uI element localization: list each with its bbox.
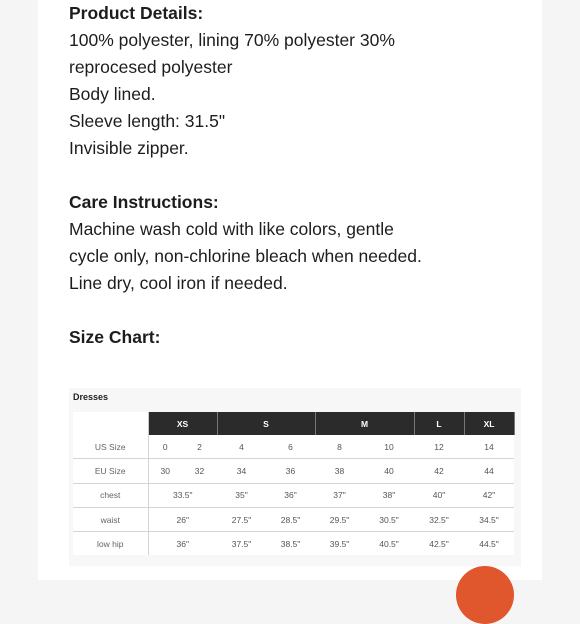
product-details-line: Sleeve length: 31.5" (69, 111, 226, 131)
table-cell: 37" (315, 483, 364, 507)
table-cell: 0 (148, 435, 182, 459)
table-cell: 33.5" (148, 483, 217, 507)
table-cell: 30 (148, 459, 182, 483)
product-details-line: Invisible zipper. (69, 138, 189, 158)
row-label-eu-size: EU Size (73, 459, 148, 483)
product-details-line: reprocesed polyester (69, 57, 233, 77)
table-cell: 30.5" (364, 507, 414, 531)
spacer (69, 297, 539, 324)
table-cell: 4 (217, 435, 266, 459)
size-header-xl: XL (464, 412, 514, 435)
size-header-m: M (315, 412, 414, 435)
table-cell: 26" (148, 507, 217, 531)
table-cell: 6 (266, 435, 315, 459)
table-cell: 36 (266, 459, 315, 483)
table-cell: 42" (464, 483, 514, 507)
size-chart-image (69, 388, 521, 566)
table-cell: 38 (315, 459, 364, 483)
table-cell: 35" (217, 483, 266, 507)
row-label-chest: chest (73, 483, 148, 507)
table-cell: 8 (315, 435, 364, 459)
row-label-low-hip: low hip (73, 532, 148, 556)
table-cell: 40.5" (364, 532, 414, 556)
table-cell: 40 (364, 459, 414, 483)
care-instructions-line: Line dry, cool iron if needed. (69, 273, 288, 293)
size-header-xs: XS (148, 412, 217, 435)
table-cell: 32.5" (414, 507, 464, 531)
table-cell: 27.5" (217, 507, 266, 531)
size-chart-title: Dresses (73, 392, 109, 402)
header-blank-cell (73, 412, 148, 435)
table-cell: 10 (364, 435, 414, 459)
floating-action-button[interactable] (456, 566, 514, 624)
size-chart-table (73, 412, 515, 555)
table-row (73, 507, 514, 531)
product-description (69, 0, 539, 351)
table-cell: 36" (266, 483, 315, 507)
table-cell: 44 (464, 459, 514, 483)
table-cell: 38" (364, 483, 414, 507)
product-details-line: 100% polyester, lining 70% polyester 30% (69, 30, 395, 50)
care-instructions-line: cycle only, non-chlorine bleach when needed. (69, 246, 422, 266)
table-cell: 38.5" (266, 532, 315, 556)
table-row (73, 459, 514, 483)
table-cell: 44.5" (464, 532, 514, 556)
product-details-heading: Product Details: (69, 3, 204, 23)
table-cell: 40" (414, 483, 464, 507)
table-cell: 34 (217, 459, 266, 483)
care-instructions-heading: Care Instructions: (69, 192, 219, 212)
table-cell: 14 (464, 435, 514, 459)
table-cell: 34.5" (464, 507, 514, 531)
table-row (73, 435, 514, 459)
spacer (69, 162, 539, 189)
table-row (73, 483, 514, 507)
row-label-us-size: US Size (73, 435, 148, 459)
table-cell: 37.5" (217, 532, 266, 556)
size-header-l: L (414, 412, 464, 435)
table-cell: 12 (414, 435, 464, 459)
size-chart-heading: Size Chart: (69, 327, 161, 347)
table-cell: 36" (148, 532, 217, 556)
product-details-line: Body lined. (69, 84, 156, 104)
size-header-row (73, 412, 514, 435)
table-cell: 2 (182, 435, 217, 459)
table-cell: 29.5" (315, 507, 364, 531)
row-label-waist: waist (73, 507, 148, 531)
size-header-s: S (217, 412, 315, 435)
table-cell: 42 (414, 459, 464, 483)
care-instructions-line: Machine wash cold with like colors, gentle (69, 219, 394, 239)
table-cell: 32 (182, 459, 217, 483)
table-row (73, 532, 514, 556)
table-cell: 39.5" (315, 532, 364, 556)
table-cell: 28.5" (266, 507, 315, 531)
table-cell: 42.5" (414, 532, 464, 556)
